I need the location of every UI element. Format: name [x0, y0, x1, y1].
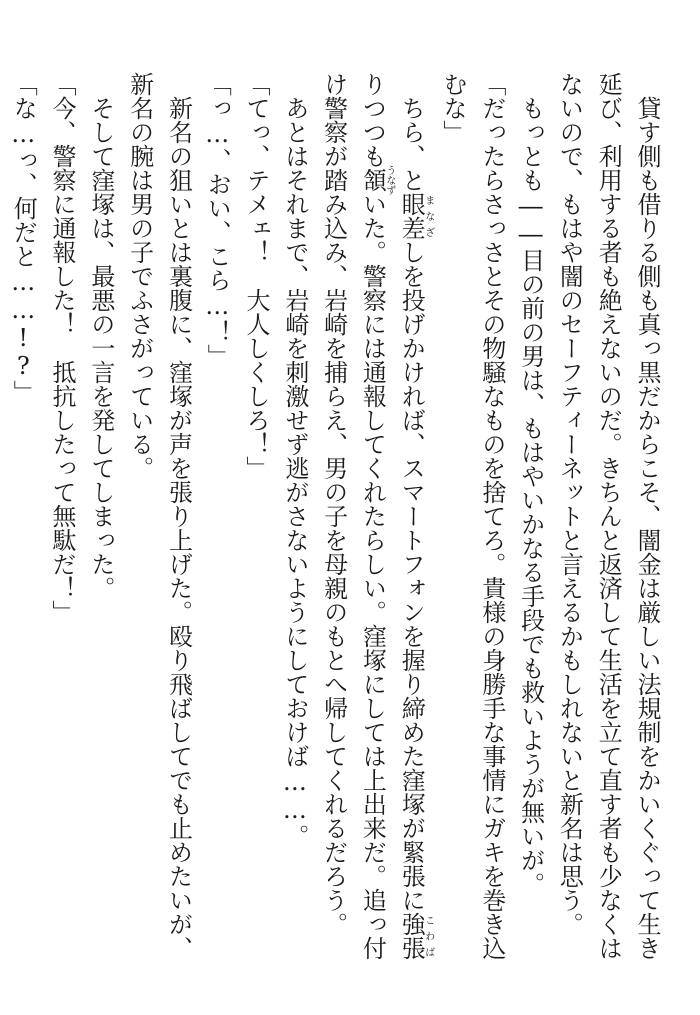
paragraph-2: もっとも――目の前の男は、もはやいかなる手段でも救いようが無いが。 [516, 96, 545, 896]
vertical-text-body [9, 72, 666, 962]
text-run: りつつも [358, 72, 387, 168]
paragraph-5: あとはそれまで、岩崎を刺激せず逃がさないようにしておけば……。 [280, 96, 309, 848]
paragraph-11-dialogue: 「な…っ、何だと……!?」 [9, 72, 38, 404]
paragraph-3-dialogue: 「だったらさっさとその物騒なものを捨てろ。貴様の身勝手な事情にガキを巻き込むな」 [439, 72, 506, 960]
paragraph-12 [0, 72, 3, 962]
paragraph-9: そして窪塚は、最悪の一言を発してしまった。 [86, 96, 115, 600]
ruby-base: 強張 [397, 912, 426, 960]
paragraph-6-dialogue: 「てっ、テメェ！ 大人しくしろ！」 [242, 72, 271, 480]
paragraph-7-dialogue: 「っ…、おい、こら…！」 [203, 72, 232, 368]
text-run: いた。警察には通報してくれたらしい。窪塚にしては上出来だ。追っ付け警察が踏み込み、岩崎を捕らえ、男の子を母親のもとへ帰してくれるだろう。 [319, 72, 387, 960]
ruby-word [397, 192, 434, 240]
ruby-reading: うなず [383, 165, 395, 195]
ruby-word [358, 165, 395, 195]
text-run: ちら、と [397, 96, 426, 192]
ruby-reading: まなざ [422, 192, 434, 240]
text-run: しを投げかければ、スマートフォンを握り締めた窪塚が緊張に [397, 240, 426, 912]
paragraph-1: 貸す側も借りる側も真っ黒だからこそ、闇金は厳しい法規制をかいくぐって生き延び、利用する者も絶えないのだ。きちんと返済して生活を立て直す者も少なくはないので、もはや闇のセーフティーネットと言えるかもしれないと新名は思う。 [555, 72, 661, 960]
paragraph-8: 新名の狙いとは裏腹に、窪塚が声を張り上げた。殴り飛ばしてでも止めたいが、新名の腕は男の子でふさがっている。 [125, 72, 193, 960]
paragraph-10-dialogue: 「今、警察に通報した！ 抵抗したって無駄だ！」 [48, 72, 77, 624]
ruby-base: 頷 [358, 165, 387, 195]
ruby-word [397, 912, 434, 960]
ruby-reading: こわば [422, 912, 434, 960]
ruby-base: 眼差 [397, 192, 426, 240]
paragraph-4 [314, 72, 433, 962]
